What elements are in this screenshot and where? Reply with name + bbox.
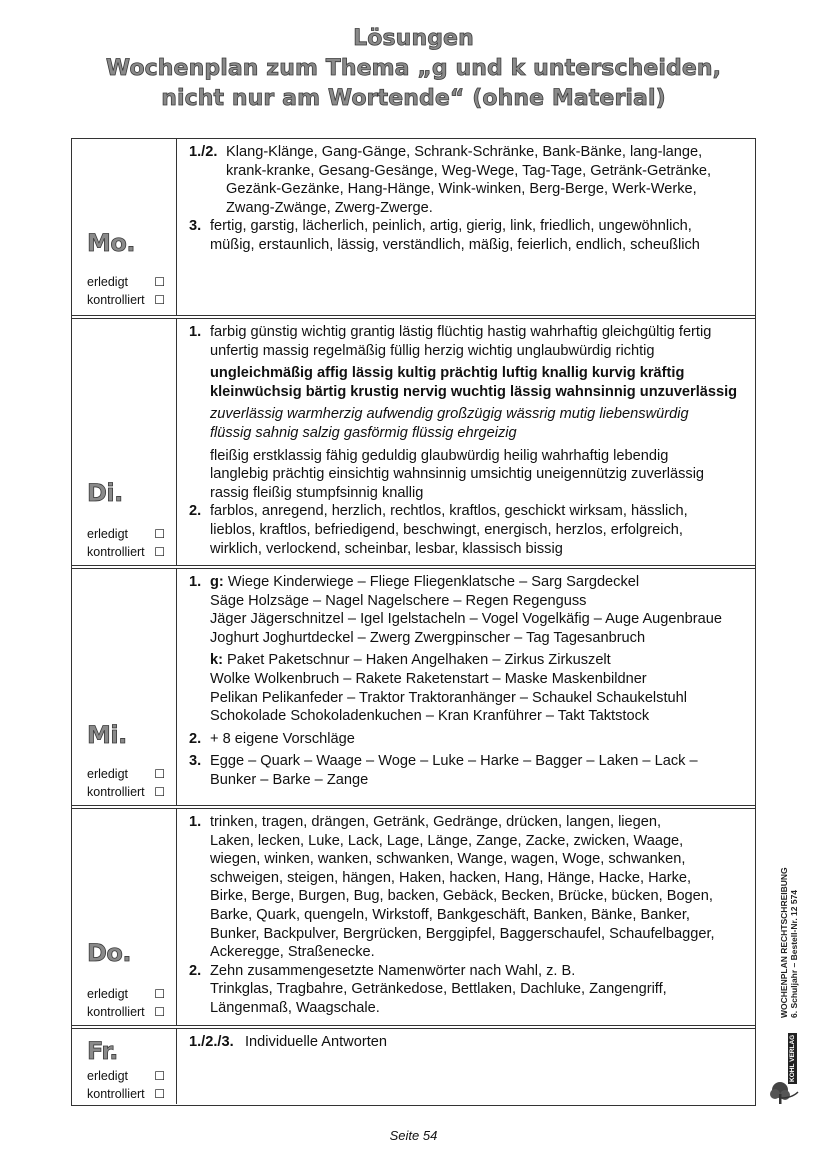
task-number: 2. [189,503,202,520]
done-label: erledigt [87,1069,128,1083]
done-label: erledigt [87,275,128,289]
done-label: erledigt [87,527,128,541]
answer-line: Trinkglas, Tragbahre, Getränkedose, Bettlaken, Dachluke, Zangengriff, [210,981,667,998]
checked-checkbox[interactable]: ☐ [154,545,165,559]
task-item [189,962,747,1018]
day-row-thursday [72,805,755,1025]
imprint-line-2: 6. Schuljahr – Bestell-Nr. 12 574 [789,889,799,1018]
task-item [189,752,747,789]
checked-checkbox[interactable]: ☐ [154,293,165,307]
task-item [189,813,747,962]
task-number: 3. [189,218,202,235]
status-block [87,525,165,561]
status-block [87,1067,165,1103]
day-content [189,323,747,558]
done-checkbox[interactable]: ☐ [154,767,165,781]
answer-line: farblos, anregend, herzlich, rechtlos, kraftlos, geschickt wirksam, hässlich, [210,503,688,520]
answer-line: müßig, erstaunlich, lässig, verständlich, mäßig, feierlich, endlich, scheußlich [210,236,700,253]
task-item [189,217,747,254]
answer-line: Jäger Jägerschnitzel – Igel Igelstacheln – Vogel Vogelkäfig – Auge Augenbraue [210,611,722,628]
checked-label: kontrolliert [87,785,145,799]
done-label: erledigt [87,767,128,781]
answer-line: Barke, Quark, quengeln, Wirkstoff, Bankgeschäft, Banken, Bänke, Banker, [210,906,690,923]
day-cell [72,139,177,315]
status-block [87,765,165,801]
checked-label: kontrolliert [87,293,145,307]
status-block [87,985,165,1021]
day-cell [72,569,177,805]
answer-line: Bunker – Barke – Zange [210,771,369,788]
g-line: Wiege Kinderwiege – Fliege Fliegenklatsche – Sarg Sargdeckel [227,574,640,590]
answer-line-bold: ungleichmäßig affig lässig kultig prächtig luftig knallig kurvig kräftig [210,365,685,382]
g-label: g: [210,574,224,590]
task-item [189,1033,747,1052]
publisher-logo [768,1032,806,1106]
day-label: Fr. [87,1037,118,1065]
answer-line: + 8 eigene Vorschläge [210,730,355,747]
task-number: 1./2./3. [189,1034,234,1050]
answer-line [210,651,747,670]
day-label: Do. [87,939,132,967]
logo-text: KOHL VERLAG [789,1034,796,1082]
task-item [189,730,747,749]
answer-line-italic: zuverlässig warmherzig aufwendig großzügig wässrig mutig liebenswürdig [210,406,689,423]
answer-line: Gezänk-Gezänke, Hang-Hänge, Wink-winken, Berg-Berge, Werk-Werke, [226,181,697,198]
answer-line: Laken, lecken, Luke, Lack, Lage, Länge, Zange, Zacke, zwicken, Waage, [210,832,684,849]
answer-line: Klang-Klänge, Gang-Gänge, Schrank-Schränke, Bank-Bänke, lang-lange, [226,144,703,160]
day-content [189,143,747,255]
title-line-2: Wochenplan zum Thema „g und k unterscheiden, [105,56,722,81]
answer-line: lieblos, kraftlos, befriedigend, beschwingt, energisch, herzlos, erfolgreich, [210,521,683,538]
k-label: k: [210,652,223,669]
task-number: 3. [189,753,202,770]
day-row-monday [72,139,755,315]
done-checkbox[interactable]: ☐ [154,275,165,289]
answer-line: Joghurt Joghurtdeckel – Zwerg Zwergpinscher – Tag Tagesanbruch [210,629,646,646]
task-number: 1./2. [189,144,218,160]
task-number: 2. [189,730,202,747]
day-content [189,573,747,790]
done-checkbox[interactable]: ☐ [154,987,165,1001]
answer-line: fleißig erstklassig fähig geduldig glaubwürdig heilig wahrhaftig lebendig [210,447,669,464]
answer-line: Pelikan Pelikanfeder – Traktor Traktoranhänger – Schaukel Schaukelstuhl [210,689,688,706]
day-content [189,813,747,1018]
checked-checkbox[interactable]: ☐ [154,785,165,799]
answer-line: Bunker, Backpulver, Bergrücken, Berggipfel, Baggerschaufel, Schaufelbagger, [210,925,715,942]
task-number: 1. [189,814,202,830]
answer-line: wirklich, verlockend, scheinbar, lesbar, klassisch bissig [210,540,563,557]
answer-line: Säge Holzsäge – Nagel Nagelschere – Regen Regenguss [210,592,587,609]
answer-line: Birke, Berge, Burgen, Bug, backen, Gebäck, Becken, Brücke, bücken, Bogen, [210,888,713,905]
status-block [87,273,165,309]
task-item [189,143,747,217]
answer-line: Schokolade Schokoladenkuchen – Kran Kranführer – Takt Taktstock [210,708,650,725]
task-item [189,502,747,558]
answer-line: fertig, garstig, lächerlich, peinlich, artig, gierig, link, friedlich, ungewöhnlich, [210,218,692,235]
day-cell [72,319,177,565]
answer-line-italic: flüssig sahnig salzig gasförmig flüssig ehrgeizig [210,424,517,441]
k-line: Paket Paketschnur – Haken Angelhaken – Zirkus Zirkuszelt [227,652,611,669]
answer-line-bold: kleinwüchsig bärtig krustig nervig wuchtig lässig wahnsinnig unzuverlässig [210,383,738,400]
checked-label: kontrolliert [87,545,145,559]
task-item [189,573,747,726]
answer-line: krank-kranke, Gesang-Gesänge, Weg-Wege, Tag-Tage, Getränk-Getränke, [226,162,712,179]
checked-checkbox[interactable]: ☐ [154,1005,165,1019]
answer-line: trinken, tragen, drängen, Getränk, Gedränge, drücken, langen, liegen, [210,814,662,830]
answer-line: wiegen, winken, wanken, schwanken, Wange, wagen, Woge, schwanken, [210,851,686,868]
answer-line: unfertig massig regelmäßig füllig herzig wichtig unglaubwürdig richtig [210,342,655,359]
answer-line: langlebig prächtig einsichtig wahnsinnig umsichtig uneigennützig zuverlässig [210,466,705,483]
answer-line: Wolke Wolkenbruch – Rakete Raketenstart – Maske Maskenbildner [210,670,647,687]
done-checkbox[interactable]: ☐ [154,1069,165,1083]
page-number: Seite 54 [389,1128,438,1143]
answer-line: Egge – Quark – Waage – Woge – Luke – Harke – Bagger – Laken – Lack – [210,753,698,770]
day-label: Mi. [87,721,127,749]
checked-label: kontrolliert [87,1087,145,1101]
day-cell [72,809,177,1025]
answer-line: schweigen, steigen, hängen, Haken, hacken, Hang, Hänge, Hacke, Harke, [210,869,692,886]
done-label: erledigt [87,987,128,1001]
answer-line: Zwang-Zwänge, Zwerg-Zwerge. [226,199,433,216]
side-imprint [779,838,809,1018]
checked-label: kontrolliert [87,1005,145,1019]
day-label: Mo. [87,229,135,257]
done-checkbox[interactable]: ☐ [154,527,165,541]
answer-line: Zehn zusammengesetzte Namenwörter nach Wahl, z. B. [210,962,576,979]
checked-checkbox[interactable]: ☐ [154,1087,165,1101]
task-number: 1. [189,574,202,590]
title-line-3: nicht nur am Wortende“ (ohne Material) [161,86,666,111]
weekly-plan-table [71,138,756,1106]
title-line-1: Lösungen [353,26,474,51]
imprint-line-1: WOCHENPLAN RECHTSCHREIBUNG [779,867,789,1018]
answer-line: rassig fleißig stumpfsinnig knallig [210,484,424,501]
task-number: 1. [189,324,202,340]
answer-line: Individuelle Antworten [245,1034,387,1050]
answer-line [210,573,747,592]
answer-line: Längenmaß, Waagschale. [210,999,380,1016]
task-number: 2. [189,962,202,979]
day-content [189,1033,747,1052]
task-item [189,323,747,502]
answer-line: Ackeregge, Straßenecke. [210,944,375,961]
day-row-friday [72,1025,755,1104]
day-label: Di. [87,479,123,507]
day-cell [72,1029,177,1104]
day-row-tuesday [72,315,755,565]
day-row-wednesday [72,565,755,805]
answer-line: farbig günstig wichtig grantig lästig flüchtig hastig wahrhaftig gleichgültig fertig [210,324,712,340]
